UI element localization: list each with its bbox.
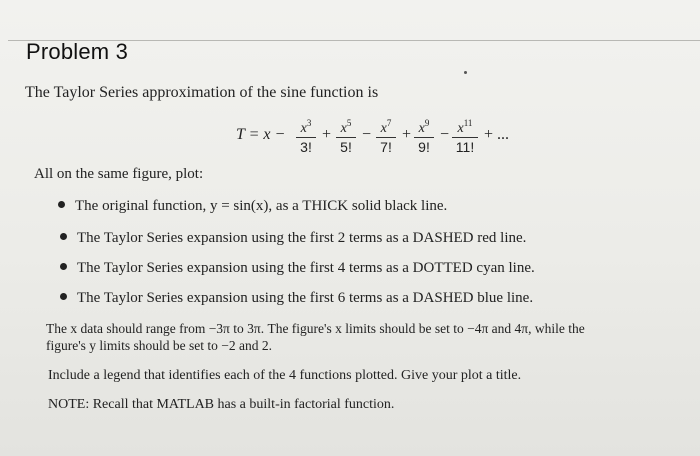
- y-range-text: figure's y limits should be set to −2 and 2.: [46, 338, 273, 353]
- term-x11: $x^{11}$ 11!: [452, 116, 478, 154]
- problem-heading: Problem 3: [26, 39, 129, 64]
- stray-mark: [464, 71, 467, 74]
- op-4: −: [440, 126, 450, 143]
- x-range-text: The x data should range from −3π to 3π. The figure's x limits should be set to −4π and 4π, while the: [46, 321, 585, 336]
- bullet-dot: [60, 263, 67, 270]
- term-x7: $x^7$ 7!: [376, 116, 396, 154]
- bullet-dot: [60, 233, 67, 240]
- op-1: +: [322, 126, 332, 143]
- term-x5: $x^5$ 5!: [336, 116, 356, 154]
- bullet-dot: [60, 293, 67, 300]
- formula-lhs: T = x −: [236, 126, 286, 143]
- bullet-item: The Taylor Series expansion using the first 4 terms as a DOTTED cyan line.: [60, 260, 535, 277]
- bullet-item: The original function, y = sin(x), as a THICK solid black line.: [58, 198, 447, 215]
- bullet-item: The Taylor Series expansion using the first 6 terms as a DASHED blue line.: [60, 290, 533, 307]
- op-3: +: [402, 126, 412, 143]
- term-x3: $x^3$ 3!: [296, 116, 316, 154]
- bullet-item: The Taylor Series expansion using the first 2 terms as a DASHED red line.: [60, 230, 526, 247]
- bullet-dot: [58, 201, 65, 208]
- matlab-note: NOTE: Recall that MATLAB has a built-in factorial function.: [48, 397, 395, 412]
- instructions-lead: All on the same figure, plot:: [34, 166, 204, 182]
- intro-text: The Taylor Series approximation of the sine function is: [25, 84, 379, 101]
- legend-note: Include a legend that identifies each of the 4 functions plotted. Give your plot a title.: [48, 368, 522, 383]
- term-x9: $x^9$ 9!: [414, 116, 434, 154]
- op-2: −: [362, 126, 372, 143]
- formula-tail: + ...: [484, 126, 510, 143]
